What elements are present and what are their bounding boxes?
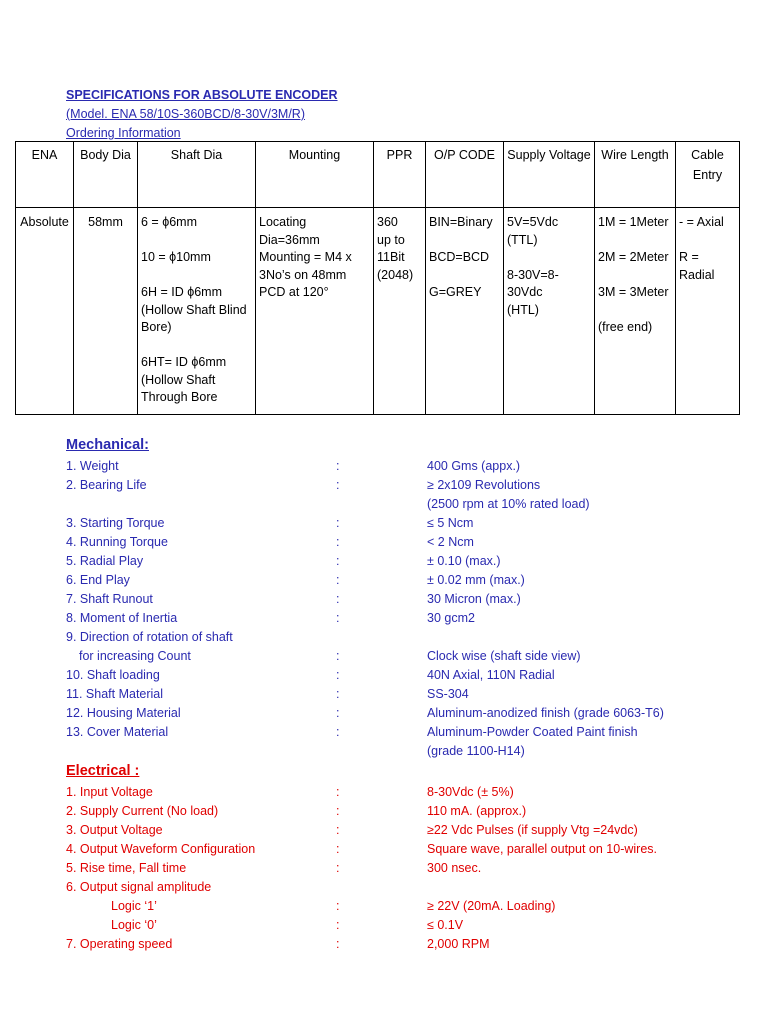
cell-line: (free end) — [598, 320, 653, 334]
spec-colon: : — [336, 592, 340, 606]
electrical-heading: Electrical : — [66, 763, 140, 779]
spec-colon: : — [336, 649, 340, 663]
ordering-info-heading: Ordering Information — [66, 126, 181, 140]
spec-colon: : — [336, 687, 340, 701]
spec-value: 40N Axial, 110N Radial — [427, 668, 555, 682]
cell-line: (Hollow Shaft — [141, 372, 216, 387]
cell-line: 6HT= ID ϕ6mm — [141, 355, 227, 369]
mechanical-spec-row — [0, 704, 768, 723]
electrical-spec-row — [0, 783, 768, 802]
spec-value: < 2 Ncm — [427, 535, 474, 549]
mechanical-spec-row — [0, 514, 768, 533]
spec-colon: : — [336, 516, 340, 530]
spec-colon: : — [336, 611, 340, 625]
spec-value: ≤ 5 Ncm — [427, 516, 474, 530]
spec-title: SPECIFICATIONS FOR ABSOLUTE ENCODER — [66, 88, 338, 102]
model-line: (Model. ENA 58/10S-360BCD/8-30V/3M/R) — [66, 107, 305, 121]
cell-line: Bore) — [141, 320, 172, 334]
spec-value: SS-304 — [427, 687, 469, 701]
cell-line: PCD at 120° — [259, 285, 329, 299]
cell-line: (Hollow Shaft Blind — [141, 302, 247, 317]
electrical-spec-row — [0, 935, 768, 954]
cell-line: 360 — [377, 215, 398, 229]
cell-mounting — [256, 208, 374, 415]
cell-line — [679, 232, 736, 250]
cell-wire-length — [595, 208, 676, 415]
spec-value: 30 gcm2 — [427, 611, 475, 625]
header-op-code: O/P CODE — [426, 142, 504, 208]
cell-line: 3M = 3Meter — [598, 285, 669, 299]
spec-label: 10. Shaft loading — [66, 668, 160, 682]
spec-label: Logic ‘1’ — [111, 899, 157, 913]
spec-colon: : — [336, 725, 340, 739]
spec-label: 3. Output Voltage — [66, 823, 163, 837]
mechanical-spec-row — [0, 495, 768, 514]
cell-line — [598, 232, 672, 250]
cell-cable-entry — [676, 208, 740, 415]
cell-line: 8-30V=8-30Vdc — [507, 267, 559, 299]
spec-value: ≥22 Vdc Pulses (if supply Vtg =24vdc) — [427, 823, 638, 837]
cell-line: 2M = 2Meter — [598, 250, 669, 264]
cell-supply-voltage — [504, 208, 595, 415]
mechanical-spec-row — [0, 666, 768, 685]
spec-colon: : — [336, 937, 340, 951]
spec-value: Aluminum-anodized finish (grade 6063-T6) — [427, 706, 664, 720]
spec-colon: : — [336, 842, 340, 856]
spec-colon: : — [336, 535, 340, 549]
spec-label: 9. Direction of rotation of shaft — [66, 630, 233, 644]
mechanical-spec-row — [0, 590, 768, 609]
mechanical-spec-row — [0, 609, 768, 628]
cell-line: BCD=BCD — [429, 250, 490, 264]
electrical-spec-row — [0, 821, 768, 840]
cell-line: 6H = ID ϕ6mm — [141, 285, 222, 299]
cell-line: BIN=Binary — [429, 215, 493, 229]
spec-value: ± 0.02 mm (max.) — [427, 573, 525, 587]
mechanical-spec-row — [0, 552, 768, 571]
spec-label: 2. Bearing Life — [66, 478, 147, 492]
spec-value: 30 Micron (max.) — [427, 592, 521, 606]
cell-line: 10 = ϕ10mm — [141, 250, 211, 264]
table-header-row — [16, 142, 740, 208]
spec-value: 300 nsec. — [427, 861, 482, 875]
mechanical-spec-row — [0, 742, 768, 761]
spec-value: 2,000 RPM — [427, 937, 490, 951]
spec-colon: : — [336, 804, 340, 818]
cell-line: Locating Dia=36mm — [259, 215, 320, 247]
electrical-spec-row — [0, 859, 768, 878]
spec-label: 3. Starting Torque — [66, 516, 165, 530]
spec-label: 7. Operating speed — [66, 937, 173, 951]
spec-colon: : — [336, 823, 340, 837]
spec-label: 1. Weight — [66, 459, 119, 473]
header-supply-voltage: Supply Voltage — [504, 142, 595, 208]
spec-label: 1. Input Voltage — [66, 785, 153, 799]
spec-label: 13. Cover Material — [66, 725, 169, 739]
cell-line — [141, 232, 252, 250]
cell-line — [429, 232, 500, 250]
spec-value: 8-30Vdc (± 5%) — [427, 785, 514, 799]
spec-colon: : — [336, 573, 340, 587]
spec-label: for increasing Count — [79, 649, 191, 663]
cell-op-code — [426, 208, 504, 415]
spec-label: 2. Supply Current (No load) — [66, 804, 219, 818]
spec-value: ± 0.10 (max.) — [427, 554, 501, 568]
cell-line: - = Axial — [679, 215, 724, 229]
title-block — [66, 86, 338, 143]
cell-line: 6 = ϕ6mm — [141, 215, 197, 229]
spec-label: 12. Housing Material — [66, 706, 181, 720]
cell-shaft-dia — [138, 208, 256, 415]
electrical-spec-row — [0, 802, 768, 821]
header-wire-length: Wire Length — [595, 142, 676, 208]
spec-value: 110 mA. (approx.) — [427, 804, 527, 818]
header-cable-entry: Cable Entry — [676, 142, 740, 208]
cell-body-dia — [74, 208, 138, 415]
spec-value: (2500 rpm at 10% rated load) — [427, 497, 590, 511]
spec-label: 5. Rise time, Fall time — [66, 861, 187, 875]
cell-line — [429, 267, 500, 285]
spec-colon: : — [336, 861, 340, 875]
cell-line: 3No’s on 48mm — [259, 267, 347, 282]
cell-line — [598, 267, 672, 285]
spec-colon: : — [336, 554, 340, 568]
spec-value: Aluminum-Powder Coated Paint finish — [427, 725, 638, 739]
spec-value: 400 Gms (appx.) — [427, 459, 521, 473]
cell-line: up to — [377, 232, 405, 247]
cell-line: 11Bit — [377, 250, 405, 264]
electrical-spec-row — [0, 916, 768, 935]
mechanical-spec-row — [0, 571, 768, 590]
table-row — [16, 208, 740, 415]
cell-line: (2048) — [377, 267, 414, 282]
header-mounting: Mounting — [256, 142, 374, 208]
spec-value: Square wave, parallel output on 10-wires. — [427, 842, 657, 856]
spec-label: 11. Shaft Material — [66, 687, 164, 701]
spec-label: 4. Output Waveform Configuration — [66, 842, 256, 856]
cell-ena — [16, 208, 74, 415]
header-shaft-dia: Shaft Dia — [138, 142, 256, 208]
mechanical-spec-row — [0, 685, 768, 704]
spec-label: 6. Output signal amplitude — [66, 880, 212, 894]
electrical-spec-row — [0, 840, 768, 859]
spec-label: Logic ‘0’ — [111, 918, 157, 932]
spec-colon: : — [336, 785, 340, 799]
spec-label: 4. Running Torque — [66, 535, 168, 549]
mechanical-spec-row — [0, 533, 768, 552]
header-ppr: PPR — [374, 142, 426, 208]
mechanical-spec-row — [0, 457, 768, 476]
spec-value: ≥ 2x109 Revolutions — [427, 478, 541, 492]
ordering-table — [15, 141, 740, 415]
mechanical-heading: Mechanical: — [66, 437, 149, 453]
spec-colon: : — [336, 918, 340, 932]
electrical-spec-row — [0, 878, 768, 897]
spec-label: 6. End Play — [66, 573, 130, 587]
spec-colon: : — [336, 706, 340, 720]
spec-value: ≥ 22V (20mA. Loading) — [427, 899, 556, 913]
cell-line: 5V=5Vdc (TTL) — [507, 215, 559, 247]
cell-line: 58mm — [88, 215, 123, 229]
cell-line: 1M = 1Meter — [598, 215, 669, 229]
spec-value: ≤ 0.1V — [427, 918, 464, 932]
spec-value: Clock wise (shaft side view) — [427, 649, 581, 663]
spec-label: 8. Moment of Inertia — [66, 611, 178, 625]
mechanical-spec-row — [0, 647, 768, 666]
spec-colon: : — [336, 668, 340, 682]
spec-colon: : — [336, 459, 340, 473]
spec-label: 5. Radial Play — [66, 554, 144, 568]
cell-line — [507, 249, 591, 267]
spec-label: 7. Shaft Runout — [66, 592, 153, 606]
cell-line — [141, 337, 252, 355]
cell-line: Through Bore — [141, 390, 218, 404]
cell-line: Mounting = M4 x — [259, 250, 352, 264]
cell-line: Absolute — [20, 215, 69, 229]
electrical-spec-row — [0, 897, 768, 916]
cell-line: (HTL) — [507, 302, 539, 317]
mechanical-spec-row — [0, 476, 768, 495]
mechanical-spec-row — [0, 723, 768, 742]
spec-colon: : — [336, 899, 340, 913]
cell-line: G=GREY — [429, 285, 482, 299]
cell-line — [141, 267, 252, 285]
header-body-dia: Body Dia — [74, 142, 138, 208]
mechanical-spec-row — [0, 628, 768, 647]
spec-value: (grade 1100-H14) — [427, 744, 525, 758]
spec-colon: : — [336, 478, 340, 492]
header-ena: ENA — [16, 142, 74, 208]
cell-ppr — [374, 208, 426, 415]
cell-line: R = Radial — [679, 250, 715, 282]
cell-line — [598, 302, 672, 320]
